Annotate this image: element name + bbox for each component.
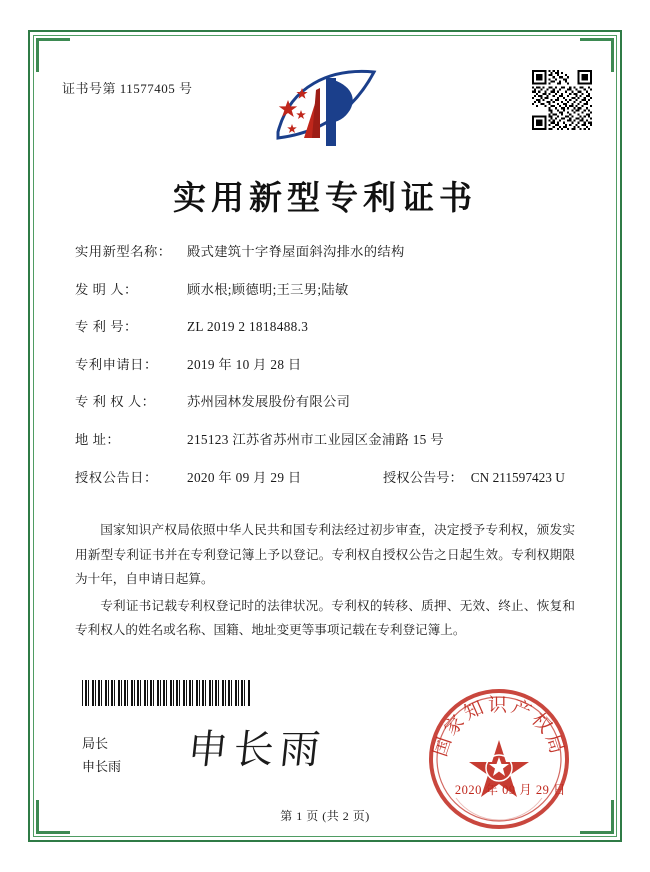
field-row-patentee [75, 393, 575, 412]
page-title: 实用新型专利证书 [173, 181, 477, 217]
legal-paragraph-2: 专利证书记载专利权登记时的法律状况。专利权的转移、质押、无效、终止、恢复和专利权人的姓名或名称、国籍、地址变更等事项记载在专利登记簿上。 [75, 598, 575, 638]
field-value-application-date: 2019 年 10 月 28 日 [187, 356, 302, 372]
page-footer: 第 1 页 (共 2 页) [280, 809, 370, 823]
field-label-name: 实用新型名称： [75, 244, 172, 259]
field-label-patent-number: 专 利 号： [75, 319, 138, 335]
field-value-patent-number: ZL 2019 2 1818488.3 [187, 319, 309, 335]
seal-date: 2020 年 09 月 29 日 [454, 783, 566, 797]
cnipa-logo-icon [270, 66, 380, 152]
field-row-address [75, 431, 575, 450]
field-label-patentee: 专 利 权 人： [75, 394, 156, 410]
field-row-application-date [75, 356, 575, 375]
handwritten-signature: 申长雨 [185, 727, 329, 772]
field-label-grant-number: 授权公告号： [383, 469, 463, 485]
director-block [82, 733, 121, 779]
field-value-name: 殿式建筑十字脊屋面斜沟排水的结构 [187, 244, 405, 259]
legal-text [75, 518, 575, 645]
field-value-grant-number: CN 211597423 U [470, 469, 565, 485]
director-name: 申长雨 [82, 758, 122, 774]
corner-ornament-top-right [580, 38, 614, 72]
field-value-grant-date: 2020 年 09 月 29 日 [187, 469, 302, 485]
director-title: 局长 [82, 736, 109, 751]
certificate-number: 证书号第 11577405 号 [62, 81, 193, 96]
field-row-inventor [75, 281, 575, 300]
svg-text:国家知识产权局: 国家知识产权局 [430, 695, 568, 760]
barcode [82, 680, 250, 706]
corner-ornament-top-left [36, 38, 70, 72]
field-value-patentee: 苏州园林发展股份有限公司 [187, 394, 351, 410]
patent-fields [75, 243, 575, 506]
field-value-inventor: 顾水根;顾德明;王三男;陆敏 [187, 281, 349, 297]
field-row-patent-number [75, 318, 575, 337]
field-label-grant-date: 授权公告日： [75, 469, 158, 485]
field-label-address: 地 址： [75, 432, 121, 448]
field-row-name [75, 243, 575, 262]
field-label-inventor: 发 明 人： [75, 281, 138, 297]
field-value-address: 215123 江苏省苏州市工业园区金浦路 15 号 [187, 432, 444, 448]
qr-code [532, 70, 592, 130]
field-label-application-date: 专利申请日： [75, 356, 158, 372]
legal-paragraph-1: 国家知识产权局依照中华人民共和国专利法经过初步审查，决定授予专利权，颁发实用新型专利证书并在专利登记簿上予以登记。专利权自授权公告之日起生效。专利权期限为十年，自申请日起算。 [75, 523, 575, 587]
field-row-grant-announcement [75, 469, 575, 488]
